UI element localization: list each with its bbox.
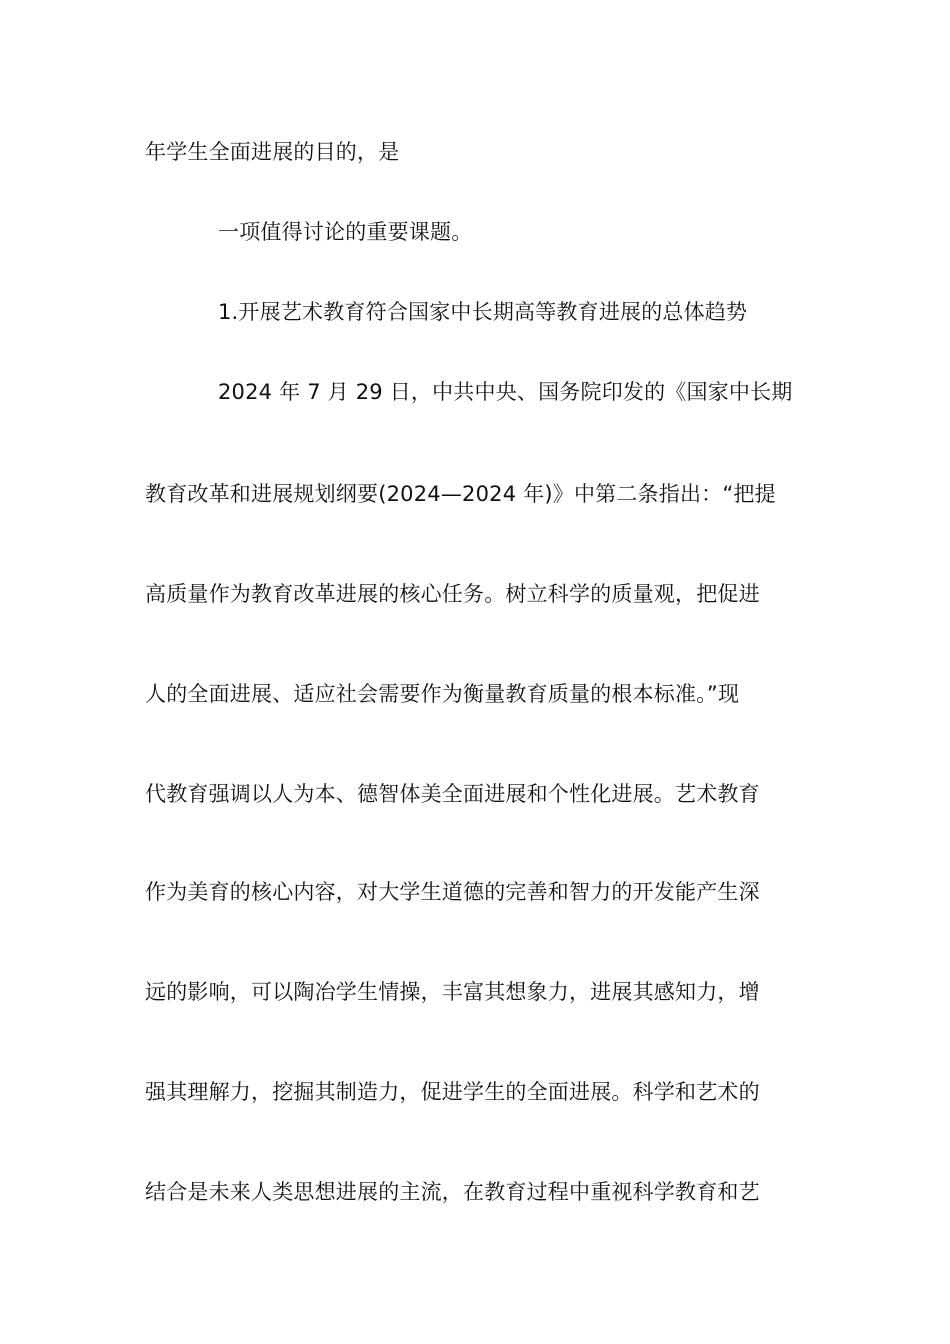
text-line: 2024 年 7 月 29 日，中共中央、国务院印发的《国家中长期 [218, 380, 793, 404]
text-line: 年学生全面进展的目的，是 [145, 140, 400, 164]
text-line: 作为美育的核心内容，对大学生道德的完善和智力的开发能产生深 [145, 880, 760, 904]
text-line: 人的全面进展、适应社会需要作为衡量教育质量的根本标准。”现 [145, 682, 740, 706]
text-line: 教育改革和进展规划纲要(2024—2024 年)》中第二条指出：“把提 [145, 482, 776, 506]
text-line: 强其理解力，挖掘其制造力，促进学生的全面进展。科学和艺术的 [145, 1080, 760, 1104]
text-line: 结合是未来人类思想进展的主流，在教育过程中重视科学教育和艺 [145, 1180, 760, 1204]
text-line: 远的影响，可以陶冶学生情操，丰富其想象力，进展其感知力，增 [145, 980, 760, 1004]
text-line: 一项值得讨论的重要课题。 [218, 220, 473, 244]
text-line: 代教育强调以人为本、德智体美全面进展和个性化进展。艺术教育 [145, 782, 760, 806]
text-line: 高质量作为教育改革进展的核心任务。树立科学的质量观，把促进 [145, 582, 760, 606]
section-heading: 1.开展艺术教育符合国家中长期高等教育进展的总体趋势 [218, 300, 748, 324]
